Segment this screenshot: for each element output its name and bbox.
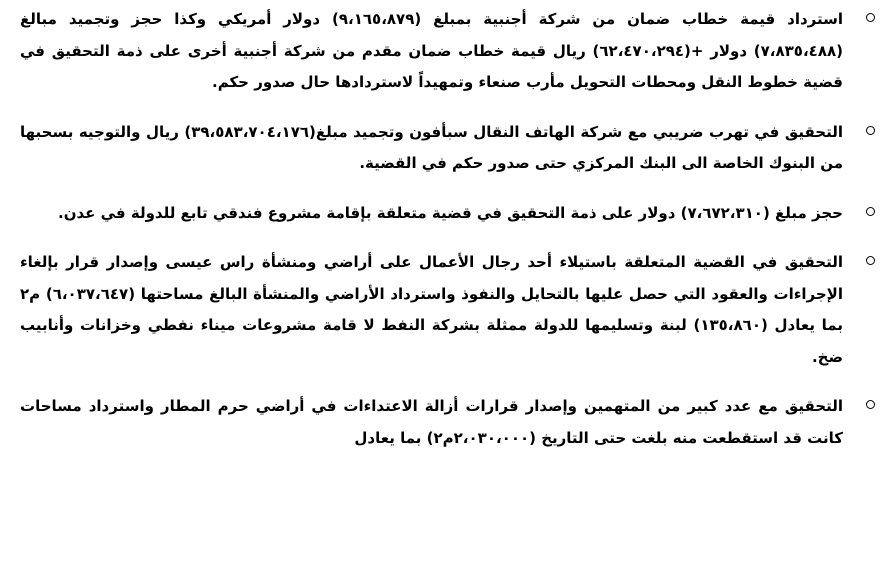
list-item	[20, 4, 879, 99]
list-item-text: التحقيق مع عدد كبير من المتهمين وإصدار قرارات أزالة الاعتداءات في أراضي حرم المطار واسترداد مساحات كانت قد استقطعت منه بلغت حتى التاريخ (٢،٠٣٠،٠٠٠م٢) بما يعادل	[20, 397, 843, 447]
list-item	[20, 117, 879, 180]
hollow-circle-bullet-icon	[866, 256, 875, 265]
list-item-text: حجز مبلغ (٧،٦٧٢،٣١٠) دولار على ذمة التحقيق في قضية متعلقة بإقامة مشروع فندقي تابع للدولة في عدن.	[58, 203, 843, 222]
list-item	[20, 391, 879, 454]
list-item	[20, 247, 879, 373]
list-item-text: التحقيق في تهرب ضريبي مع شركة الهاتف النقال سبأفون وتجميد مبلغ(٣٩،٥٨٣،٧٠٤،١٧٦) ريال والتوجيه بسحبها من البنوك الخاصة الى البنك المركزي حتى صدور حكم في القضية.	[20, 122, 843, 172]
list-item	[20, 198, 879, 230]
bullet-list	[20, 4, 879, 454]
hollow-circle-bullet-icon	[866, 13, 875, 22]
list-item-text: التحقيق في القضية المتعلقة باستيلاء أحد رجال الأعمال على أراضي ومنشأة راس عيسى وإصدار قرار بإلغاء الإجراءات والعقود التي حصل عليها بالتحايل والنفوذ واسترداد الأراضي والمنشأة البالغ مساحتها (٦،٠٣٧،٦٤٧) م٢ بما يعادل (١٣٥،٨٦٠) لبنة وتسليمها للدولة ممثلة بشركة النفط لا قامة مشروعات ميناء نفطي وخزانات وأنابيب ضخ.	[20, 253, 843, 366]
list-item-text: استرداد قيمة خطاب ضمان من شركة أجنبية بمبلغ (٩،١٦٥،٨٧٩) دولار أمريكي وكذا حجز وتجميد مبالغ (٧،٨٣٥،٤٨٨) دولار +(٦٢،٤٧٠،٢٩٤) ريال قيمة خطاب ضمان مقدم من شركة أجنبية أخرى على ذمة التحقيق في قضية خطوط النقل ومحطات التحويل مأرب صنعاء وتمهيداً لاستردادها حال صدور حكم.	[20, 10, 843, 91]
hollow-circle-bullet-icon	[866, 126, 875, 135]
hollow-circle-bullet-icon	[866, 207, 875, 216]
hollow-circle-bullet-icon	[866, 400, 875, 409]
